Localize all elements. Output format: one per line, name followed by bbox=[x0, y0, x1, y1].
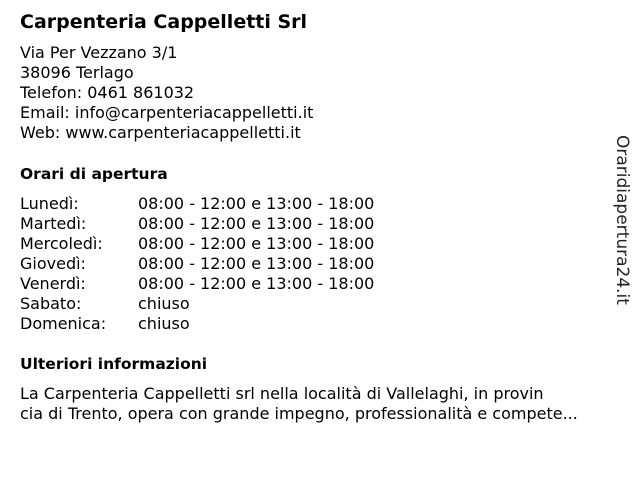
hours-day: Mercoledì: bbox=[20, 234, 103, 253]
phone-line: Telefon: 0461 861032 bbox=[20, 83, 195, 102]
more-info-heading: Ulteriori informazioni bbox=[20, 355, 208, 373]
more-info-line: cia di Trento, opera con grande impegno, professionalità e compete... bbox=[20, 404, 578, 423]
hours-day: Venerdì: bbox=[20, 274, 86, 293]
address-street: Via Per Vezzano 3/1 bbox=[20, 43, 178, 62]
web-line: Web: www.carpenteriacappelletti.it bbox=[20, 123, 301, 142]
business-name: Carpenteria Cappelletti Srl bbox=[20, 11, 308, 33]
hours-day: Domenica: bbox=[20, 314, 107, 333]
hours-day: Sabato: bbox=[20, 294, 82, 313]
more-info-text bbox=[20, 384, 635, 424]
opening-hours-table bbox=[20, 194, 374, 334]
hours-day: Martedì: bbox=[20, 214, 87, 233]
hours-time: chiuso bbox=[138, 314, 190, 333]
hours-row bbox=[20, 234, 374, 254]
hours-row bbox=[20, 294, 374, 314]
hours-day: Lunedì: bbox=[20, 194, 79, 213]
hours-time: 08:00 - 12:00 e 13:00 - 18:00 bbox=[138, 274, 375, 293]
hours-time: chiuso bbox=[138, 294, 190, 313]
address-city: 38096 Terlago bbox=[20, 63, 134, 82]
contact-block bbox=[20, 43, 313, 143]
more-info-line: La Carpenteria Cappelletti srl nella località di Vallelaghi, in provin bbox=[20, 384, 544, 403]
hours-time: 08:00 - 12:00 e 13:00 - 18:00 bbox=[138, 254, 375, 273]
hours-row bbox=[20, 214, 374, 234]
hours-row bbox=[20, 254, 374, 274]
hours-row bbox=[20, 314, 374, 334]
email-line: Email: info@carpenteriacappelletti.it bbox=[20, 103, 314, 122]
site-watermark: Oraridiapertura24.it bbox=[612, 135, 632, 305]
hours-row bbox=[20, 274, 374, 294]
hours-day: Giovedì: bbox=[20, 254, 86, 273]
hours-time: 08:00 - 12:00 e 13:00 - 18:00 bbox=[138, 214, 375, 233]
hours-time: 08:00 - 12:00 e 13:00 - 18:00 bbox=[138, 234, 375, 253]
opening-hours-heading: Orari di apertura bbox=[20, 165, 168, 183]
hours-time: 08:00 - 12:00 e 13:00 - 18:00 bbox=[138, 194, 375, 213]
hours-row bbox=[20, 194, 374, 214]
